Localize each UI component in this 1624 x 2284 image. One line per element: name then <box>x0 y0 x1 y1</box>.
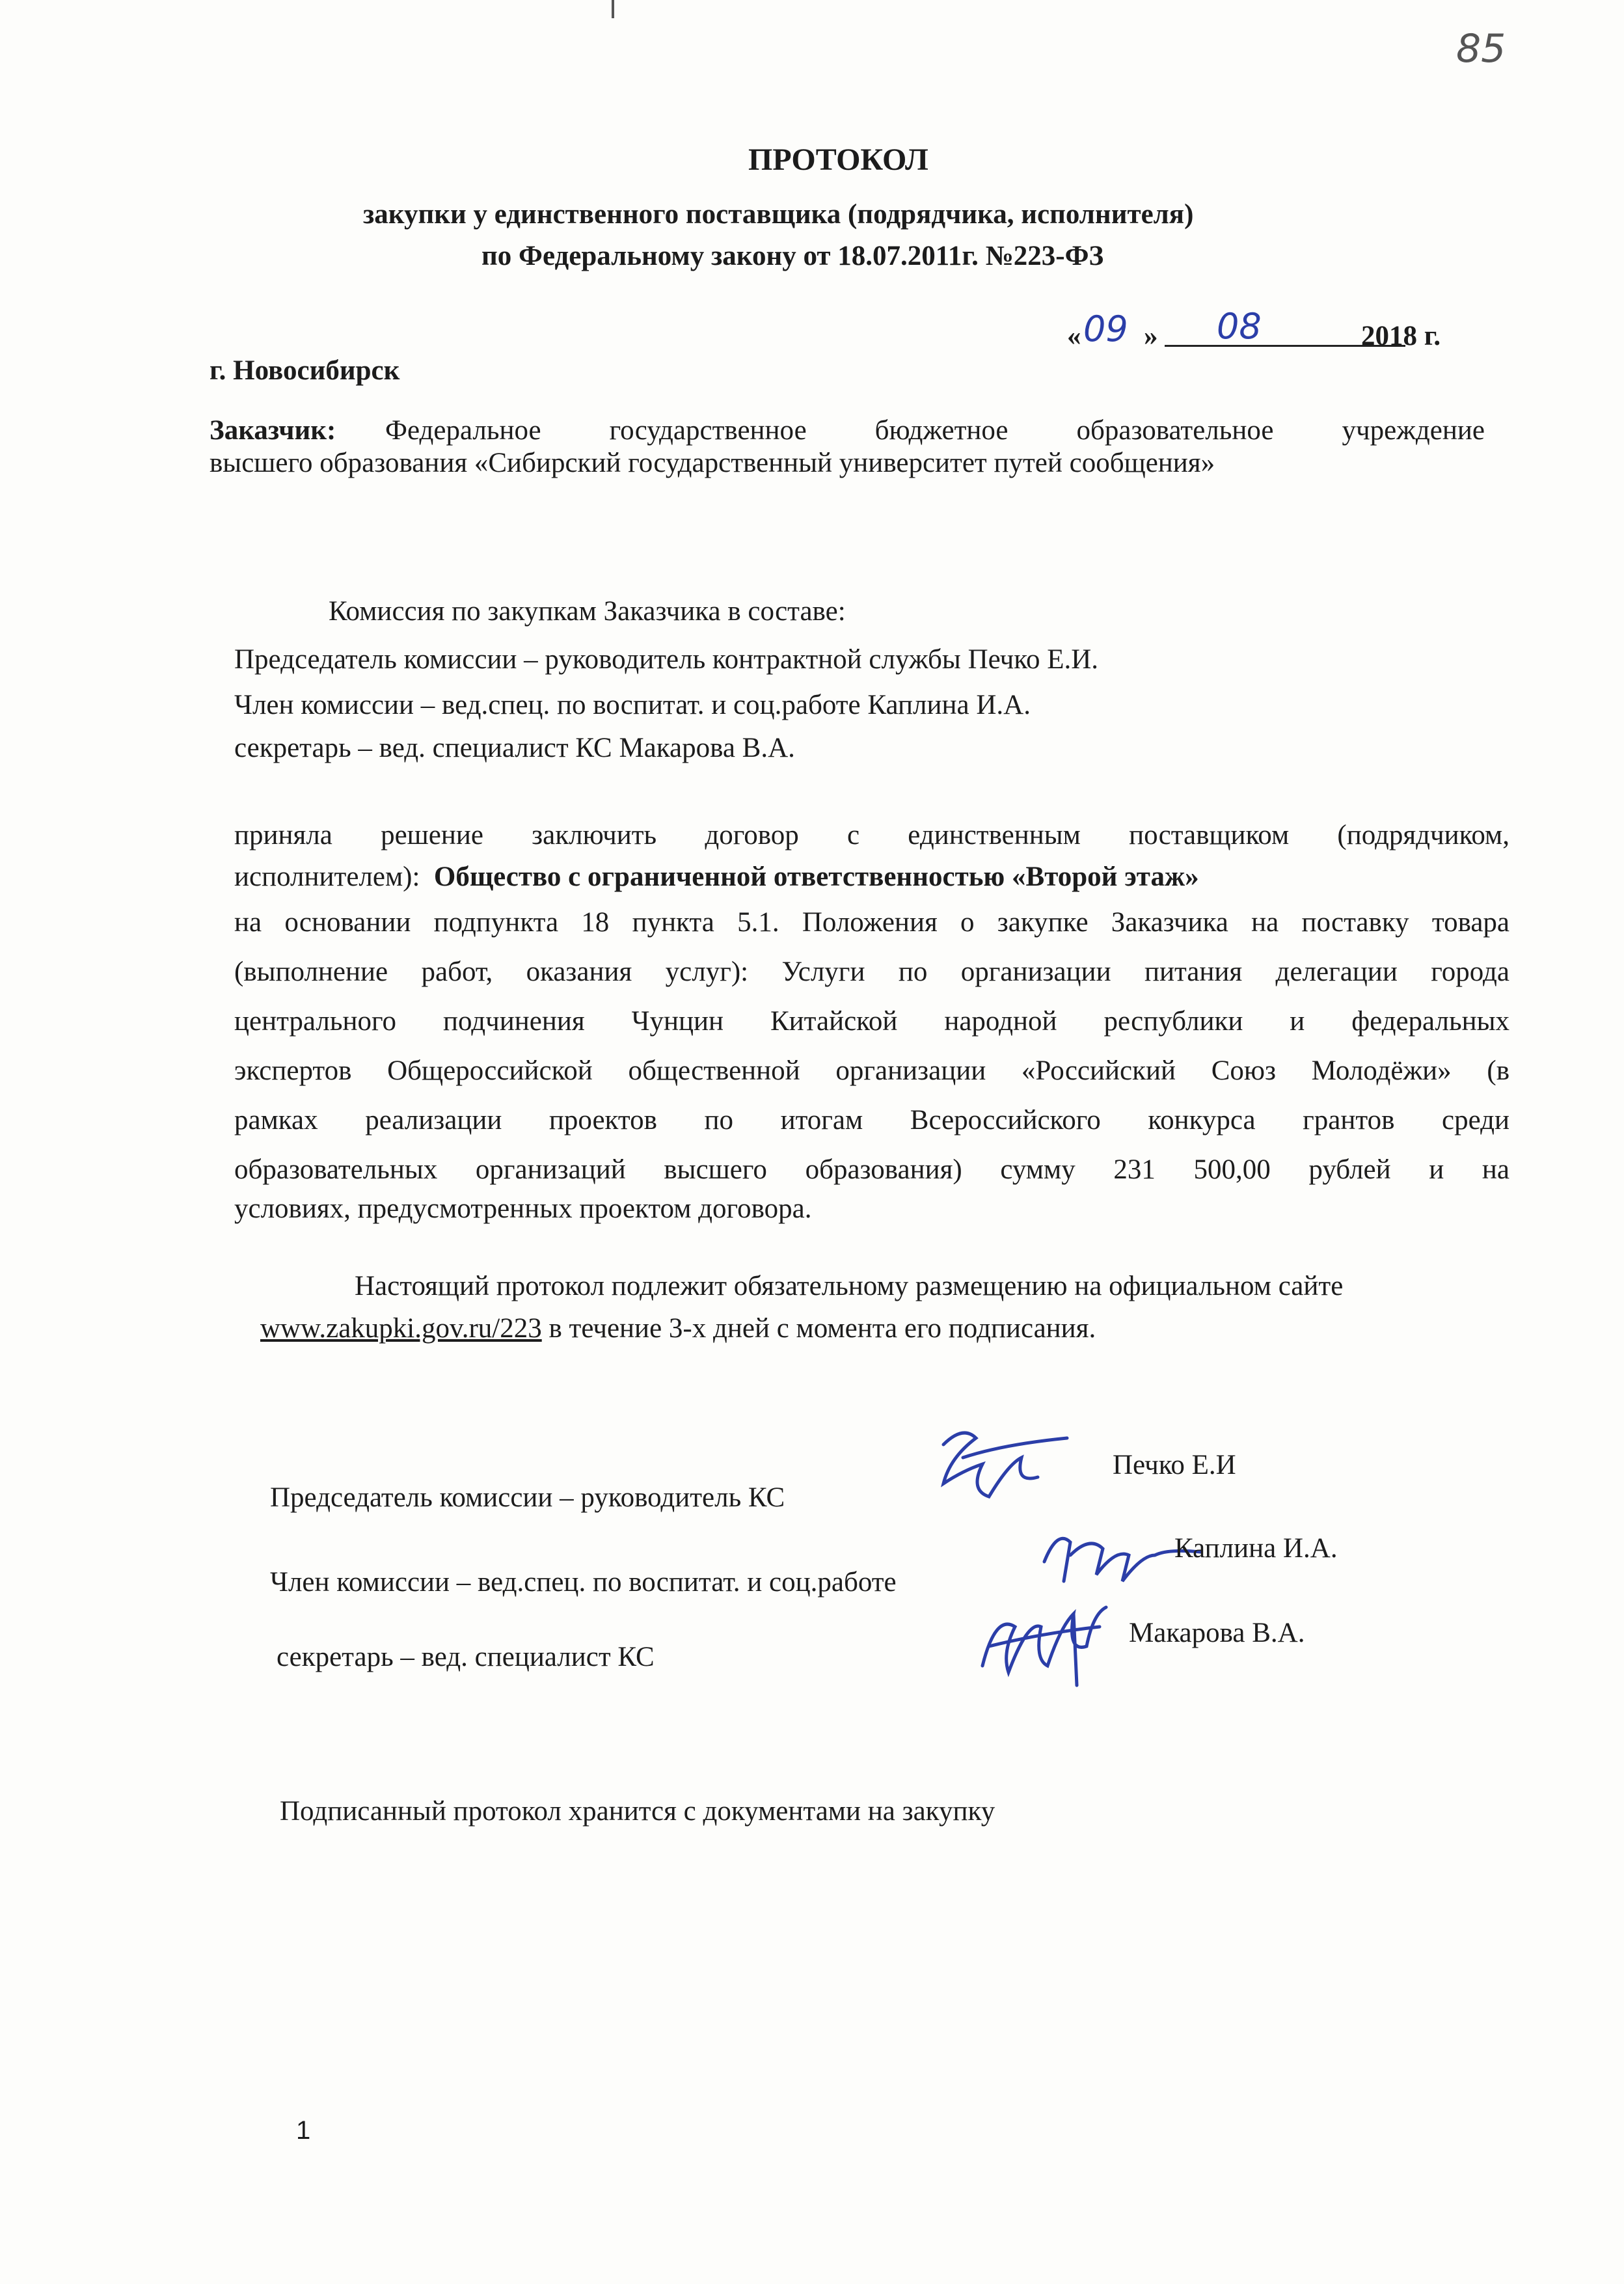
commission-member-chair: Председатель комиссии – руководитель контрактной службы Печко Е.И. <box>234 644 1099 675</box>
customer-text-2: высшего образования «Сибирский государственный университет путей сообщения» <box>210 448 1215 478</box>
date-open-quote: « <box>1067 321 1081 351</box>
signature-role-chair: Председатель комиссии – руководитель КС <box>270 1482 785 1513</box>
publication-line-2 <box>260 1314 1096 1342</box>
customer-line-1 <box>210 416 1485 444</box>
signature-name-member: Каплина И.А. <box>1174 1533 1338 1564</box>
date-day-handwritten: 09 <box>1083 308 1128 349</box>
date-close-quote: » <box>1144 321 1158 351</box>
decision-line-7: рамках реализации проектов по итогам Всероссийского конкурса грантов среди <box>234 1105 1509 1135</box>
decision-line-5: центрального подчинения Чунцин Китайской народной республики и федеральных <box>234 1006 1509 1037</box>
signature-role-secretary: секретарь – вед. специалист КС <box>277 1642 655 1672</box>
commission-member-member: Член комиссии – вед.спец. по воспитат. и соц.работе Каплина И.А. <box>234 690 1031 720</box>
scan-mark <box>612 0 614 18</box>
document-date <box>1067 306 1470 351</box>
signature-name-chair: Печко Е.И <box>1113 1450 1236 1480</box>
zakupki-link[interactable]: www.zakupki.gov.ru/223 <box>260 1313 542 1344</box>
date-year: 2018 г. <box>1361 321 1441 351</box>
secretary-signature-icon <box>963 1588 1126 1698</box>
chair-signature-icon <box>924 1419 1080 1516</box>
decision-line-2 <box>234 863 1199 891</box>
signature-role-member: Член комиссии – вед.спец. по воспитат. и соц.работе <box>270 1567 897 1597</box>
decision-last-line: условиях, предусмотренных проектом договора. <box>234 1193 812 1224</box>
decision-line-6: экспертов Общероссийской общественной организации «Российский Союз Молодёжи» (в <box>234 1055 1509 1086</box>
decision-line-2-plain: исполнителем): <box>234 862 420 892</box>
customer-label: Заказчик: <box>210 415 336 446</box>
document-title: ПРОТОКОЛ <box>748 143 928 177</box>
customer-text-1: Федеральное государственное бюджетное образовательное учреждение <box>385 415 1485 446</box>
decision-line-8: образовательных организаций высшего образования) сумму 231 500,00 рублей и на <box>234 1154 1509 1185</box>
commission-member-secretary: секретарь – вед. специалист КС Макарова В.А. <box>234 733 795 763</box>
place: г. Новосибирск <box>210 355 400 386</box>
supplier-name: Общество с ограниченной ответственностью «Второй этаж» <box>433 862 1199 892</box>
signature-name-secretary: Макарова В.А. <box>1129 1618 1305 1648</box>
commission-intro: Комиссия по закупкам Заказчика в составе: <box>329 596 846 627</box>
archive-number: 85 <box>1456 26 1506 72</box>
publication-line-2-rest: в течение 3-х дней с момента его подписания. <box>541 1313 1096 1344</box>
decision-line-1: приняла решение заключить договор с единственным поставщиком (подрядчиком, <box>234 820 1509 850</box>
footer-note: Подписанный протокол хранится с документами на закупку <box>280 1796 995 1827</box>
document-subtitle-2: по Федеральному закону от 18.07.2011г. №223-ФЗ <box>481 241 1104 271</box>
date-month-handwritten: 08 <box>1217 306 1262 347</box>
decision-line-3: на основании подпункта 18 пункта 5.1. Положения о закупке Заказчика на поставку товара <box>234 907 1509 938</box>
page-number: 1 <box>296 2116 311 2145</box>
decision-line-4: (выполнение работ, оказания услуг): Услуги по организации питания делегации города <box>234 957 1509 987</box>
document-subtitle-1: закупки у единственного поставщика (подрядчика, исполнителя) <box>363 199 1194 230</box>
publication-line-1: Настоящий протокол подлежит обязательному размещению на официальном сайте <box>355 1271 1344 1301</box>
